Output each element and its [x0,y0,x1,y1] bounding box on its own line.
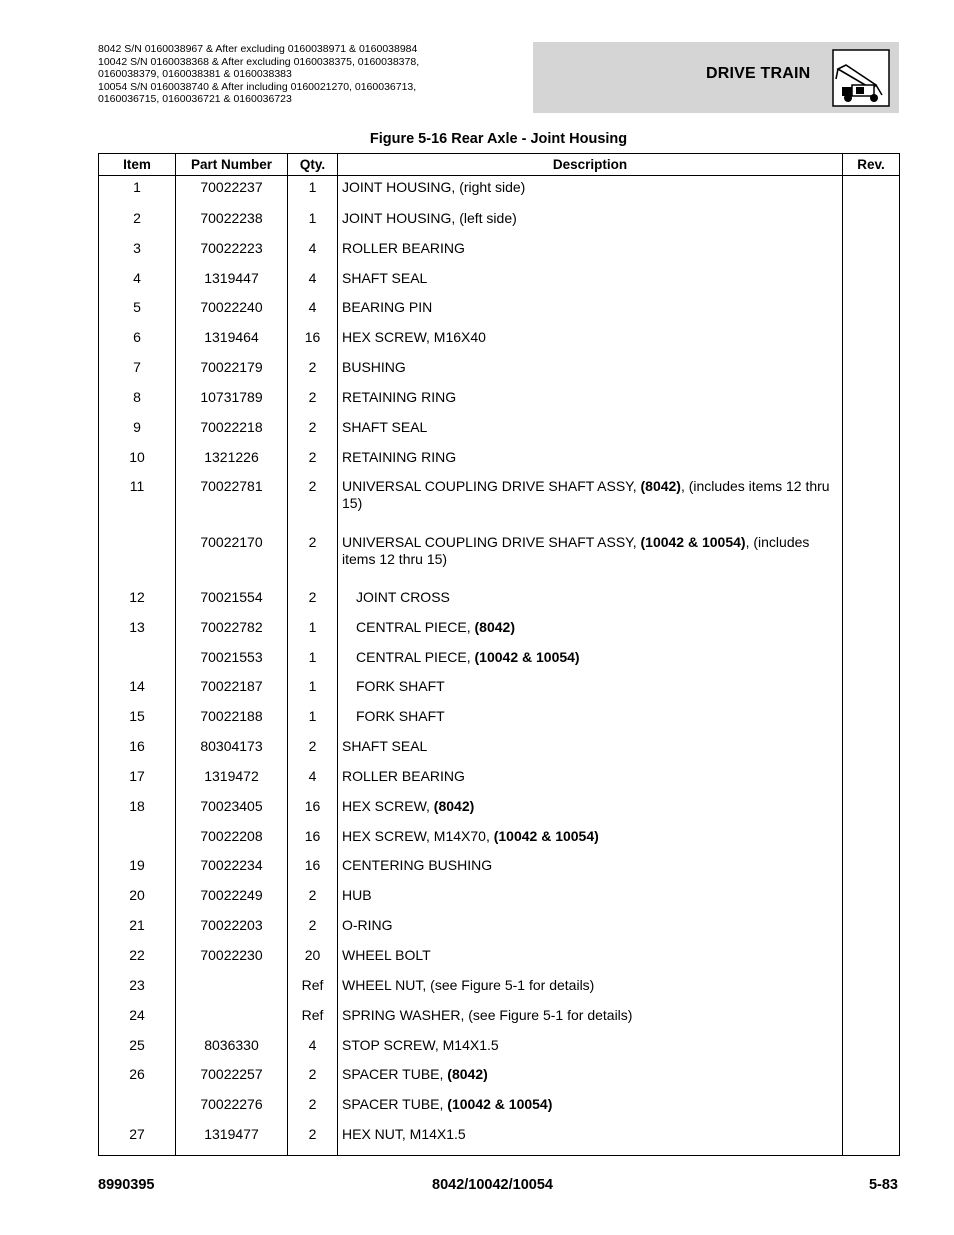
description-cell [338,856,843,886]
table-filler-row [99,1154,900,1155]
item-cell: 16 [99,737,176,767]
description-cell [338,945,843,975]
part-number-cell: 70022203 [176,916,288,946]
serial-line: 10042 S/N 0160038368 & After excluding 0160038375, 0160038378, [98,55,420,68]
qty-cell: 4 [288,298,338,328]
description-cell [338,886,843,916]
qty-cell: 4 [288,766,338,796]
table-row [99,387,900,417]
part-number-cell: 70022170 [176,532,288,587]
rev-cell [843,1125,900,1155]
rev-cell [843,856,900,886]
table-row [99,737,900,767]
qty-cell: 20 [288,945,338,975]
item-cell: 7 [99,358,176,388]
item-cell: 17 [99,766,176,796]
description-cell [338,677,843,707]
filler-cell [338,1154,843,1155]
rev-cell [843,176,900,209]
item-cell: 14 [99,677,176,707]
description-cell [338,1095,843,1125]
table-row [99,916,900,946]
description-cell [338,916,843,946]
qty-cell: 1 [288,707,338,737]
description-cell [338,766,843,796]
item-cell: 21 [99,916,176,946]
item-cell: 27 [99,1125,176,1155]
item-cell: 11 [99,477,176,532]
part-number-cell: 70022179 [176,358,288,388]
section-title: DRIVE TRAIN [706,65,811,82]
item-cell: 10 [99,447,176,477]
qty-cell: 2 [288,587,338,617]
item-cell: 9 [99,417,176,447]
description-text: HEX SCREW, [342,797,434,814]
serial-line: 8042 S/N 0160038967 & After excluding 0160038971 & 0160038984 [98,43,418,55]
rev-cell [843,916,900,946]
column-header-part-number: Part Number [176,154,288,176]
qty-cell: 2 [288,447,338,477]
qty-cell: 2 [288,417,338,447]
qty-cell: 2 [288,1095,338,1125]
qty-cell: 16 [288,328,338,358]
part-number-cell: 70022234 [176,856,288,886]
qty-cell: Ref [288,1005,338,1035]
qty-cell: 1 [288,208,338,238]
item-cell: 26 [99,1065,176,1095]
description-text: WHEEL NUT, (see Figure 5-1 for details) [342,976,595,993]
description-cell [338,1065,843,1095]
description-cell [338,617,843,647]
table-row [99,587,900,617]
part-number-cell: 70023405 [176,796,288,826]
description-text: BEARING PIN [342,299,433,316]
table-row [99,532,900,587]
part-number-cell: 1319472 [176,766,288,796]
telehandler-icon [832,49,890,107]
description-text: FORK SHAFT [356,708,445,725]
description-cell [338,358,843,388]
description-text: ROLLER BEARING [342,767,465,784]
description-cell [338,328,843,358]
description-suffix: , (includes items 12 thru 15) [342,478,830,512]
description-text: SHAFT SEAL [342,738,428,755]
qty-cell: 2 [288,477,338,532]
part-number-cell: 70022240 [176,298,288,328]
part-number-cell: 70022187 [176,677,288,707]
description-cell [338,647,843,677]
part-number-cell: 1319477 [176,1125,288,1155]
part-number-cell: 70022237 [176,176,288,209]
rev-cell [843,647,900,677]
description-text: HEX NUT, M14X1.5 [342,1126,466,1143]
qty-cell: 2 [288,387,338,417]
filler-cell [176,1154,288,1155]
doc-number: 8990395 [98,1177,155,1193]
qty-cell: 2 [288,358,338,388]
item-cell: 6 [99,328,176,358]
description-cell [338,176,843,209]
part-number-cell: 70022188 [176,707,288,737]
part-number-cell: 70021553 [176,647,288,677]
parts-table [98,153,900,1156]
part-number-cell: 70022223 [176,238,288,268]
part-number-cell: 70022238 [176,208,288,238]
table-row [99,796,900,826]
table-row [99,238,900,268]
table-row [99,1095,900,1125]
part-number-cell: 1319464 [176,328,288,358]
rev-cell [843,886,900,916]
part-number-cell: 70022249 [176,886,288,916]
description-text: SHAFT SEAL [342,269,428,286]
table-row [99,945,900,975]
item-cell: 24 [99,1005,176,1035]
table-row [99,176,900,209]
item-cell: 2 [99,208,176,238]
description-text: CENTRAL PIECE, [356,618,475,635]
description-text: JOINT HOUSING, (right side) [342,179,526,195]
rev-cell [843,975,900,1005]
model-numbers: 8042/10042/10054 [432,1177,553,1193]
rev-cell [843,826,900,856]
description-text: JOINT CROSS [356,588,450,605]
qty-cell: 2 [288,1065,338,1095]
description-text: HEX SCREW, M16X40 [342,329,486,346]
description-text: CENTRAL PIECE, [356,648,475,665]
description-text: WHEEL BOLT [342,946,431,963]
description-cell [338,737,843,767]
table-row [99,298,900,328]
part-number-cell: 8036330 [176,1035,288,1065]
description-cell [338,587,843,617]
serial-line: 0160038379, 0160038381 & 0160038383 [98,68,292,81]
table-header-row [99,154,900,176]
table-row [99,886,900,916]
description-text: STOP SCREW, M14X1.5 [342,1036,499,1053]
description-text: BUSHING [342,359,406,376]
description-text: HUB [342,887,372,904]
part-number-cell: 70022230 [176,945,288,975]
parts-table-body [99,176,900,1156]
table-row [99,677,900,707]
item-cell: 22 [99,945,176,975]
part-number-cell: 70022782 [176,617,288,647]
figure-title: Figure 5-16 Rear Axle - Joint Housing [369,131,628,147]
table-row [99,417,900,447]
part-number-cell: 70021554 [176,587,288,617]
item-cell: 8 [99,387,176,417]
part-number-cell [176,1005,288,1035]
rev-cell [843,268,900,298]
filler-cell [99,1154,176,1155]
rev-cell [843,387,900,417]
model-applicability: (10042 & 10054) [640,533,746,550]
column-header-rev: Rev. [843,154,900,176]
table-row [99,208,900,238]
filler-cell [288,1154,338,1155]
item-cell: 4 [99,268,176,298]
description-text: RETAINING RING [342,448,457,465]
item-cell: 23 [99,975,176,1005]
qty-cell: 16 [288,826,338,856]
item-cell: 5 [99,298,176,328]
part-number-cell: 70022218 [176,417,288,447]
table-row [99,826,900,856]
description-suffix: , (includes items 12 thru 15) [342,533,810,567]
page-number: 5-83 [868,1177,898,1193]
qty-cell: 16 [288,796,338,826]
column-header-description: Description [338,154,843,176]
rev-cell [843,477,900,532]
description-text: SPRING WASHER, (see Figure 5-1 for details) [342,1006,633,1023]
part-number-cell: 10731789 [176,387,288,417]
description-cell [338,707,843,737]
table-row [99,1125,900,1155]
rev-cell [843,737,900,767]
item-cell: 25 [99,1035,176,1065]
rev-cell [843,1095,900,1125]
rev-cell [843,238,900,268]
description-cell [338,796,843,826]
description-text: RETAINING RING [342,388,457,405]
qty-cell: 4 [288,1035,338,1065]
description-cell [338,1005,843,1035]
rev-cell [843,587,900,617]
rev-cell [843,208,900,238]
rev-cell [843,677,900,707]
table-row [99,1065,900,1095]
rev-cell [843,1065,900,1095]
table-row [99,975,900,1005]
rev-cell [843,766,900,796]
rev-cell [843,447,900,477]
description-text: O-RING [342,917,393,934]
description-cell [338,298,843,328]
description-text: SPACER TUBE, [342,1096,448,1113]
description-cell [338,268,843,298]
item-cell [99,647,176,677]
rev-cell [843,532,900,587]
description-text: UNIVERSAL COUPLING DRIVE SHAFT ASSY, [342,478,641,495]
description-cell [338,1125,843,1155]
part-number-cell: 70022208 [176,826,288,856]
rev-cell [843,298,900,328]
qty-cell: 4 [288,268,338,298]
description-cell [338,238,843,268]
qty-cell: 1 [288,617,338,647]
description-cell [338,447,843,477]
item-cell: 1 [99,176,176,209]
description-cell [338,532,843,587]
item-cell: 15 [99,707,176,737]
model-applicability: (8042) [433,797,475,814]
part-number-cell: 1321226 [176,447,288,477]
part-number-cell: 80304173 [176,737,288,767]
description-text: SHAFT SEAL [342,418,428,435]
item-cell: 19 [99,856,176,886]
table-row [99,447,900,477]
table-row [99,856,900,886]
table-row [99,617,900,647]
description-text: HEX SCREW, M14X70, [342,827,494,844]
qty-cell: 2 [288,1125,338,1155]
description-cell [338,208,843,238]
filler-cell [843,1154,900,1155]
part-number-cell: 70022257 [176,1065,288,1095]
rev-cell [843,707,900,737]
rev-cell [843,417,900,447]
model-applicability: (10042 & 10054) [447,1096,553,1113]
model-applicability: (8042) [474,618,515,635]
description-text: CENTERING BUSHING [342,857,493,874]
qty-cell: 2 [288,916,338,946]
item-cell: 20 [99,886,176,916]
column-header-qty: Qty. [288,154,338,176]
qty-cell: 1 [288,677,338,707]
item-cell [99,532,176,587]
model-applicability: (10042 & 10054) [493,827,599,844]
description-text: SPACER TUBE, [342,1066,448,1083]
part-number-cell: 70022781 [176,477,288,532]
table-row [99,268,900,298]
rev-cell [843,1005,900,1035]
rev-cell [843,617,900,647]
description-cell [338,1035,843,1065]
item-cell: 12 [99,587,176,617]
rev-cell [843,328,900,358]
serial-number-block [98,43,518,106]
description-cell [338,477,843,532]
item-cell: 3 [99,238,176,268]
description-cell [338,826,843,856]
part-number-cell: 1319447 [176,268,288,298]
item-cell: 18 [99,796,176,826]
model-applicability: (8042) [640,478,681,495]
description-text: JOINT HOUSING, (left side) [342,209,517,226]
table-row [99,328,900,358]
qty-cell: 16 [288,856,338,886]
qty-cell: 1 [288,176,338,209]
qty-cell: Ref [288,975,338,1005]
description-cell [338,975,843,1005]
serial-line: 0160036715, 0160036721 & 0160036723 [98,93,292,106]
table-row [99,477,900,532]
table-row [99,358,900,388]
table-row [99,647,900,677]
description-text: ROLLER BEARING [342,239,465,256]
qty-cell: 4 [288,238,338,268]
qty-cell: 2 [288,532,338,587]
description-cell [338,417,843,447]
table-row [99,766,900,796]
item-cell [99,826,176,856]
column-header-item: Item [99,154,176,176]
item-cell [99,1095,176,1125]
item-cell: 13 [99,617,176,647]
rev-cell [843,358,900,388]
part-number-cell [176,975,288,1005]
description-text: UNIVERSAL COUPLING DRIVE SHAFT ASSY, [342,533,641,550]
serial-line: 10054 S/N 0160038740 & After including 0160021270, 0160036713, [98,80,417,93]
model-applicability: (10042 & 10054) [474,648,580,665]
part-number-cell: 70022276 [176,1095,288,1125]
rev-cell [843,796,900,826]
qty-cell: 2 [288,737,338,767]
qty-cell: 2 [288,886,338,916]
table-row [99,1005,900,1035]
table-row [99,1035,900,1065]
section-header [533,42,899,113]
rev-cell [843,1035,900,1065]
rev-cell [843,945,900,975]
qty-cell: 1 [288,647,338,677]
model-applicability: (8042) [447,1066,488,1083]
table-row [99,707,900,737]
description-cell [338,387,843,417]
description-text: FORK SHAFT [356,678,445,695]
